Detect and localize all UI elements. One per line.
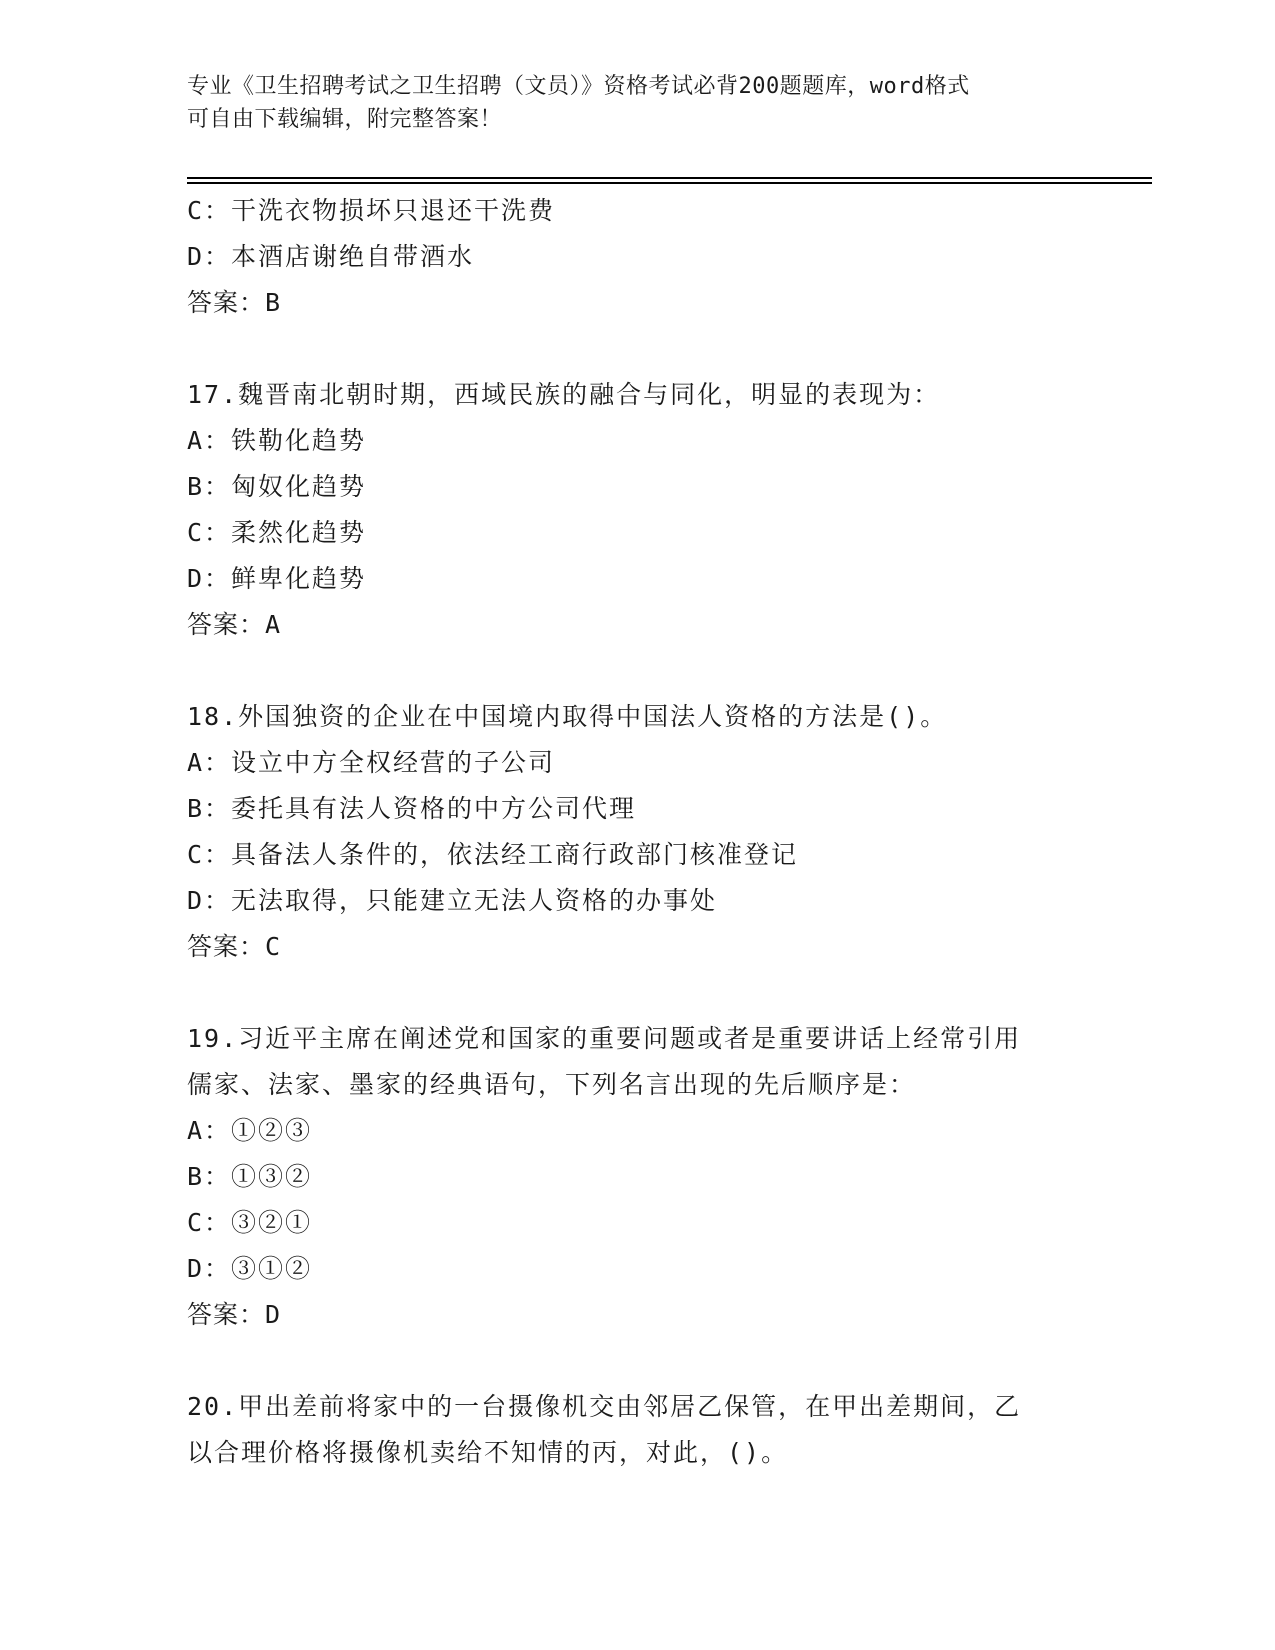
question-text: 18.外国独资的企业在中国境内取得中国法人资格的方法是()。 xyxy=(187,702,948,731)
header-line-1: 专业《卫生招聘考试之卫生招聘（文员）》资格考试必背200题题库，word格式 xyxy=(187,74,970,99)
question-17 xyxy=(187,372,1087,648)
question-text-line-2: 以合理价格将摄像机卖给不知情的丙，对此，()。 xyxy=(187,1438,789,1467)
option-c: C：柔然化趋势 xyxy=(187,518,367,547)
question-19 xyxy=(187,1016,1087,1338)
question-text: 17.魏晋南北朝时期，西域民族的融合与同化，明显的表现为： xyxy=(187,380,941,409)
question-list xyxy=(187,188,1087,1476)
option-b: B：委托具有法人资格的中方公司代理 xyxy=(187,794,637,823)
header-divider-bottom xyxy=(187,182,1152,184)
option-a: A：①②③ xyxy=(187,1116,313,1145)
option-d: D：鲜卑化趋势 xyxy=(187,564,367,593)
question-16 xyxy=(187,188,1087,326)
answer: 答案：A xyxy=(187,610,282,639)
option-b: B：匈奴化趋势 xyxy=(187,472,367,501)
answer: 答案：B xyxy=(187,288,282,317)
question-text-line-1: 20.甲出差前将家中的一台摄像机交由邻居乙保管，在甲出差期间，乙 xyxy=(187,1392,1022,1421)
spacer xyxy=(187,648,1087,694)
option-c: C：干洗衣物损坏只退还干洗费 xyxy=(187,196,556,225)
question-20 xyxy=(187,1384,1087,1476)
spacer xyxy=(187,326,1087,372)
question-text-line-1: 19.习近平主席在阐述党和国家的重要问题或者是重要讲话上经常引用 xyxy=(187,1024,1022,1053)
option-c: C：具备法人条件的，依法经工商行政部门核准登记 xyxy=(187,840,799,869)
header-line-2: 可自由下载编辑，附完整答案！ xyxy=(187,107,503,132)
spacer xyxy=(187,970,1087,1016)
question-text-line-2: 儒家、法家、墨家的经典语句，下列名言出现的先后顺序是： xyxy=(187,1070,917,1099)
option-a: A：设立中方全权经营的子公司 xyxy=(187,748,556,777)
option-d: D：本酒店谢绝自带酒水 xyxy=(187,242,475,271)
answer: 答案：D xyxy=(187,1300,282,1329)
answer: 答案：C xyxy=(187,932,282,961)
option-b: B：①③② xyxy=(187,1162,313,1191)
option-c: C：③②① xyxy=(187,1208,313,1237)
header-divider-top xyxy=(187,177,1152,179)
document-header xyxy=(187,70,1087,136)
option-a: A：铁勒化趋势 xyxy=(187,426,367,455)
question-18 xyxy=(187,694,1087,970)
spacer xyxy=(187,1338,1087,1384)
option-d: D：无法取得，只能建立无法人资格的办事处 xyxy=(187,886,718,915)
option-d: D：③①② xyxy=(187,1254,313,1283)
